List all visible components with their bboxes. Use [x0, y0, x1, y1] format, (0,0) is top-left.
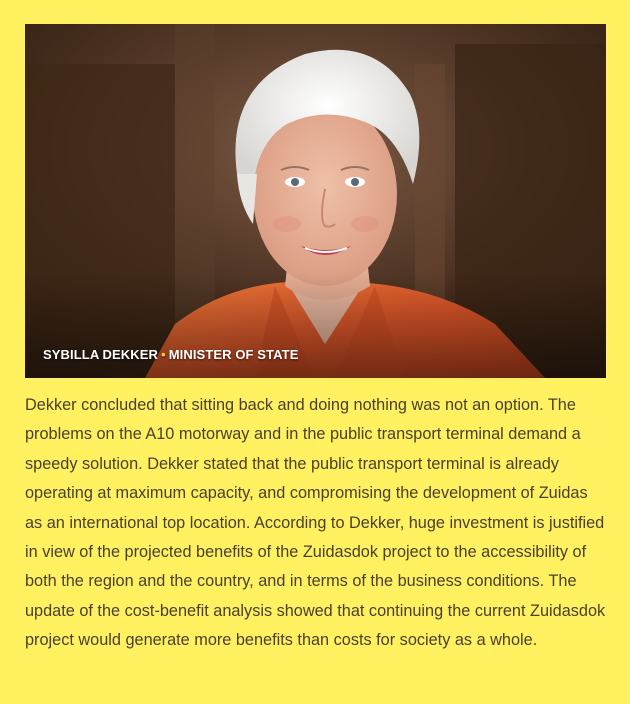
photo-caption [43, 347, 298, 362]
caption-separator: • [161, 347, 166, 362]
portrait-photo [25, 24, 606, 378]
portrait-illustration [25, 24, 606, 378]
article-paragraph: Dekker concluded that sitting back and doing nothing was not an option. The problems on the A10 motorway and in the public transport terminal demand a speedy solution. Dekker stated that the public transport terminal is already operating at maximum capacity, and compromising the development of Zuidas as an international top location. According to Dekker, huge investment is justified in view of the projected benefits of the Zuidasdok project to the accessibility of both the region and the country, and in terms of the business conditions. The update of the cost-benefit analysis showed that continuing the current Zuidasdok project would generate more benefits than costs for society as a whole. [25, 396, 606, 650]
caption-role: MINISTER OF STATE [168, 347, 299, 362]
caption-name: SYBILLA DEKKER [43, 347, 159, 362]
